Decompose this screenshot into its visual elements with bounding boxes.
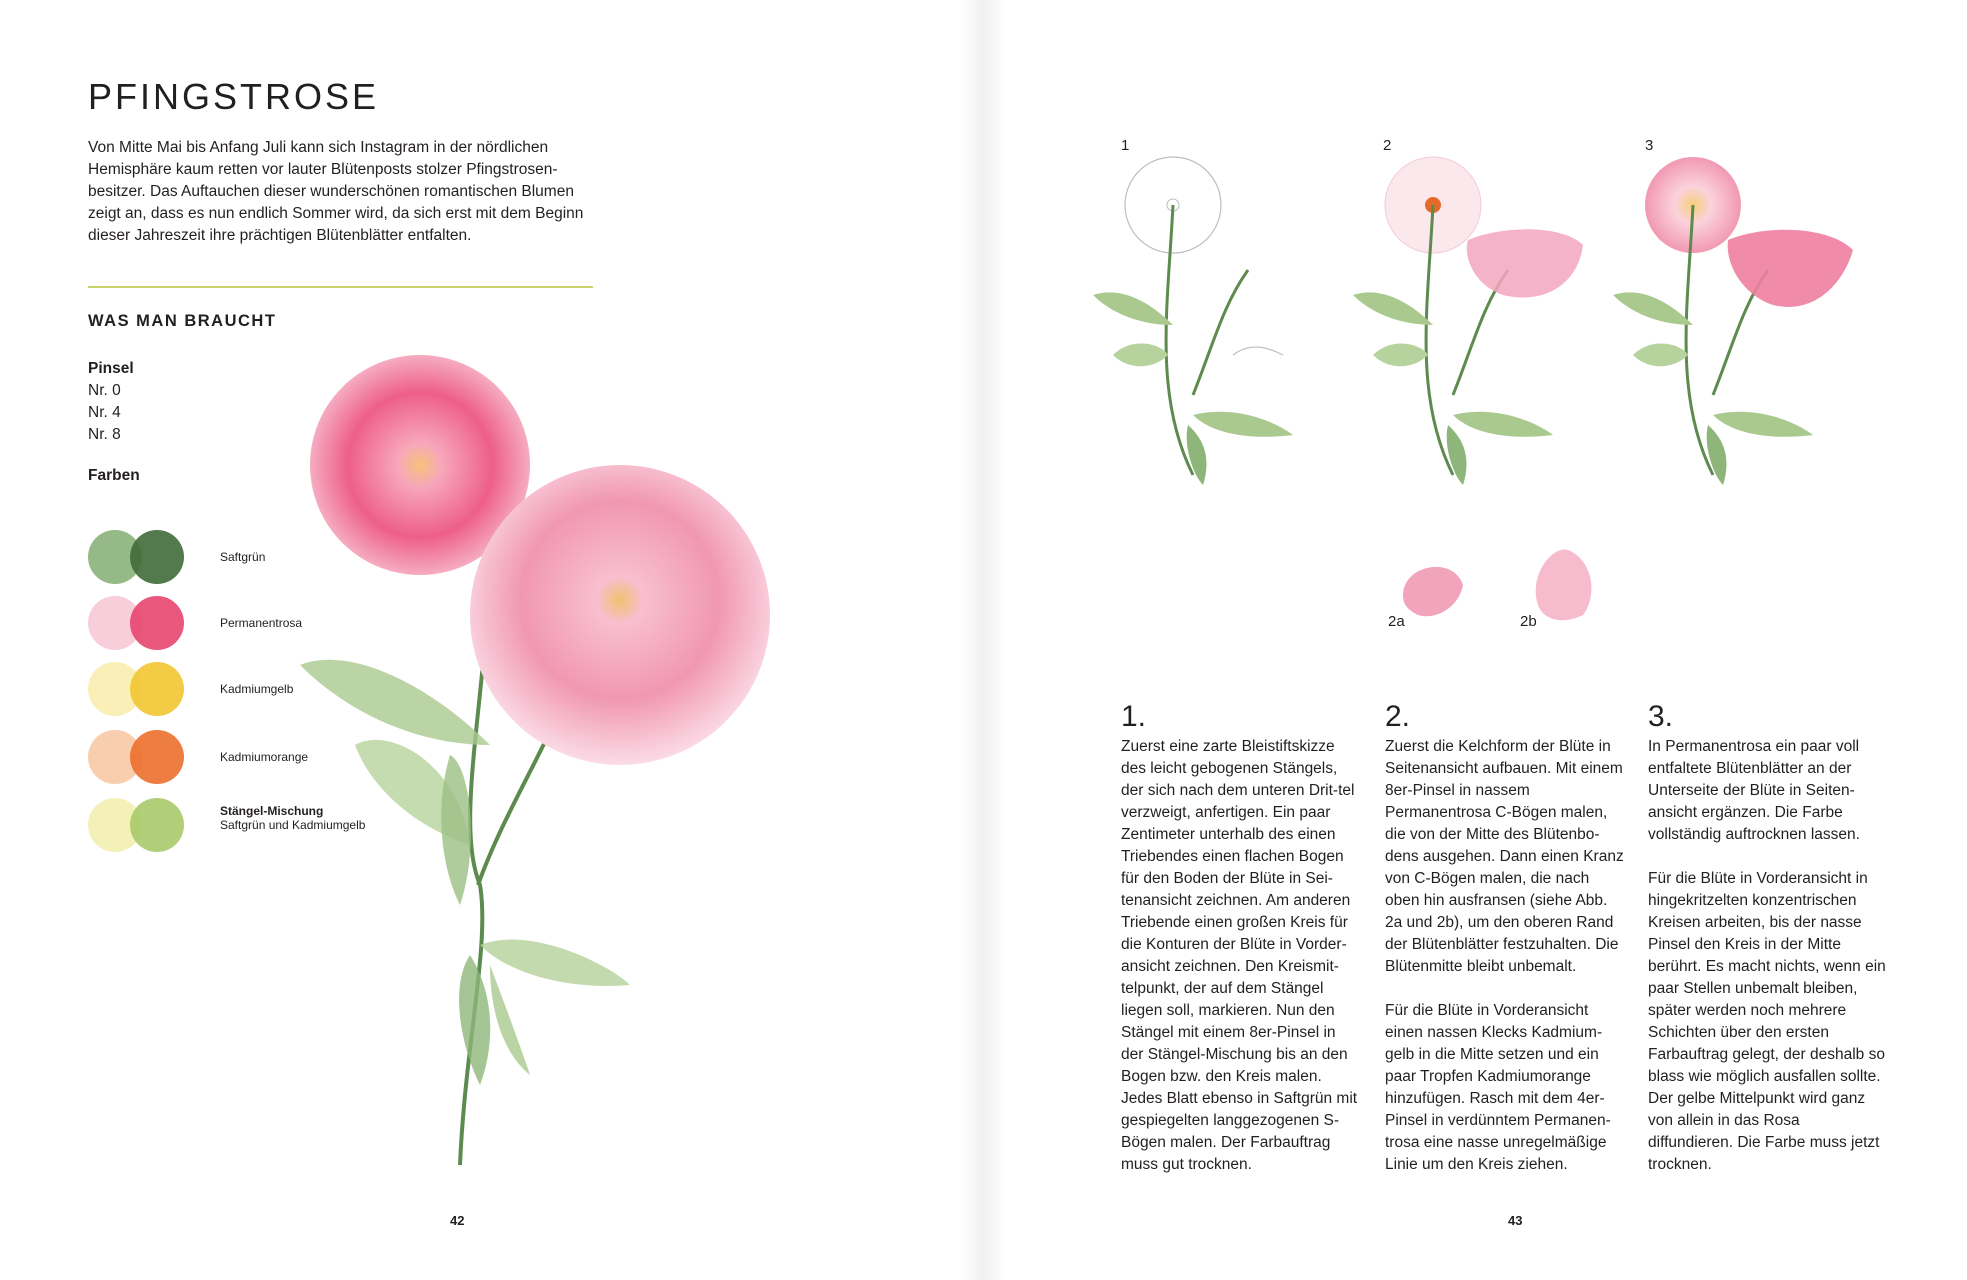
step-number: 3. bbox=[1648, 700, 1674, 733]
step-paragraph: Für die Blüte in Vorderansicht einen nassen Klecks Kadmium-gelb in die Mitte setzen und ein paar Tropfen Kadmiumorange hinzufügen. Rasch mit dem 4er-Pinsel in verdünntem Permanen-trosa eine nasse unregelmäßige Linie um den Kreis ziehen. bbox=[1385, 1002, 1611, 1173]
swatch-dark bbox=[130, 530, 184, 584]
brush-list bbox=[88, 358, 134, 446]
left-page bbox=[0, 0, 983, 1280]
figure-label: 2a bbox=[1388, 613, 1405, 630]
step-paragraph: Zuerst die Kelchform der Blüte in Seitenansicht aufbauen. Mit einem 8er-Pinsel in nassem Permanentrosa C-Bögen malen, die von der Mitte des Blütenbo-dens ausgehen. Dann einen Kranz von C-Bögen malen, die nach oben hin ausfransen (siehe Abb. 2a und 2b), um den oberen Rand der Blütenblätter festzuhalten. Die Blütenmitte bleibt unbemalt. bbox=[1385, 738, 1624, 975]
divider-rule bbox=[88, 286, 593, 288]
figure-label: 2 bbox=[1383, 137, 1392, 154]
swatch-dark bbox=[130, 596, 184, 650]
swatch-dark bbox=[130, 662, 184, 716]
brush-item: Nr. 4 bbox=[88, 404, 121, 421]
brush-label: Pinsel bbox=[88, 360, 134, 377]
page-number: 43 bbox=[1508, 1213, 1523, 1228]
figure-label: 2b bbox=[1520, 613, 1537, 630]
intro-paragraph: Von Mitte Mai bis Anfang Juli kann sich Instagram in der nördlichen Hemisphäre kaum retten vor lauter Blütenposts stolzer Pfingstrosen-besitzer. Das Auftauchen dieser wunderschönen romantischen Blumen zeigt an, dass es nun endlich Sommer wird, da sich erst mit dem Beginn dieser Jahreszeit ihre prächtigen Blütenblätter entfalten. bbox=[88, 139, 584, 244]
swatch-label: Kadmiumorange bbox=[220, 750, 309, 764]
step-number: 2. bbox=[1385, 700, 1411, 733]
step-2-illustration bbox=[1353, 155, 1593, 525]
brush-item: Nr. 8 bbox=[88, 426, 121, 443]
brush-item: Nr. 0 bbox=[88, 382, 121, 399]
figure-label: 1 bbox=[1121, 137, 1130, 154]
right-page bbox=[983, 0, 1967, 1280]
step-paragraph: Für die Blüte in Vorderansicht in hingekritzelten konzentrischen Kreisen arbeiten, bis der nasse Pinsel den Kreis in der Mitte berührt. Es macht nichts, wenn ein paar Stellen unbemalt bleiben, später werden noch mehrere Schichten über den ersten Farbauftrag gelegt, der deshalb so blass wie möglich ausfallen sollte. Der gelbe Mittelpunkt wird ganz von allein in das Rosa diffundieren. Die Farbe muss jetzt trocknen. bbox=[1648, 870, 1886, 1173]
swatch-label-main: Stängel-Mischung bbox=[220, 804, 324, 818]
swatch-dark bbox=[130, 798, 184, 852]
figure-label: 3 bbox=[1645, 137, 1654, 154]
swatch-label: Permanentrosa bbox=[220, 616, 303, 630]
colors-label: Farben bbox=[88, 467, 140, 484]
step-paragraph: Zuerst eine zarte Bleistiftskizze des leicht gebogenen Stängels, der sich nach dem unteren Drit-tel verzweigt, anfertigen. Ein paar Zentimeter unterhalb des einen Triebendes einen flachen Bogen für den Boden der Blüte in Sei-tenansicht zeichnen. Am anderen Triebende einen großen Kreis für die Konturen der Blüte in Vorder-ansicht zeichnen. Den Kreismit-telpunkt, der auf dem Stängel liegen soll, markieren. Nun den Stängel mit einem 8er-Pinsel in der Stängel-Mischung bis an den Bogen bzw. den Kreis malen. Jedes Blatt ebenso in Saftgrün mit gespiegelten langgezogenen S-Bögen malen. Der Farbauftrag muss gut trocknen. bbox=[1121, 738, 1358, 1173]
step-1-text bbox=[1121, 700, 1361, 1198]
step-1-illustration bbox=[1093, 155, 1333, 525]
swatch-label: Saftgrün bbox=[220, 550, 266, 564]
step-2-text bbox=[1385, 700, 1625, 1198]
swatch-label-sub: Saftgrün und Kadmiumgelb bbox=[220, 818, 366, 832]
step-paragraph: In Permanentrosa ein paar voll entfaltete Blütenblätter an der Unterseite der Blüte in Seiten-ansicht ergänzen. Die Farbe vollständig auftrocknen lassen. bbox=[1648, 738, 1860, 843]
swatch-dark bbox=[130, 730, 184, 784]
swatch-label: Kadmiumgelb bbox=[220, 682, 294, 696]
peony-illustration bbox=[290, 325, 810, 1185]
step-3-illustration bbox=[1613, 155, 1873, 525]
step-3-text bbox=[1648, 700, 1888, 1198]
page-title: PFINGSTROSE bbox=[88, 76, 380, 117]
step-number: 1. bbox=[1121, 700, 1147, 733]
petal-detail-2a bbox=[1393, 555, 1473, 625]
page-number: 42 bbox=[450, 1213, 465, 1228]
materials-heading: WAS MAN BRAUCHT bbox=[88, 312, 277, 330]
